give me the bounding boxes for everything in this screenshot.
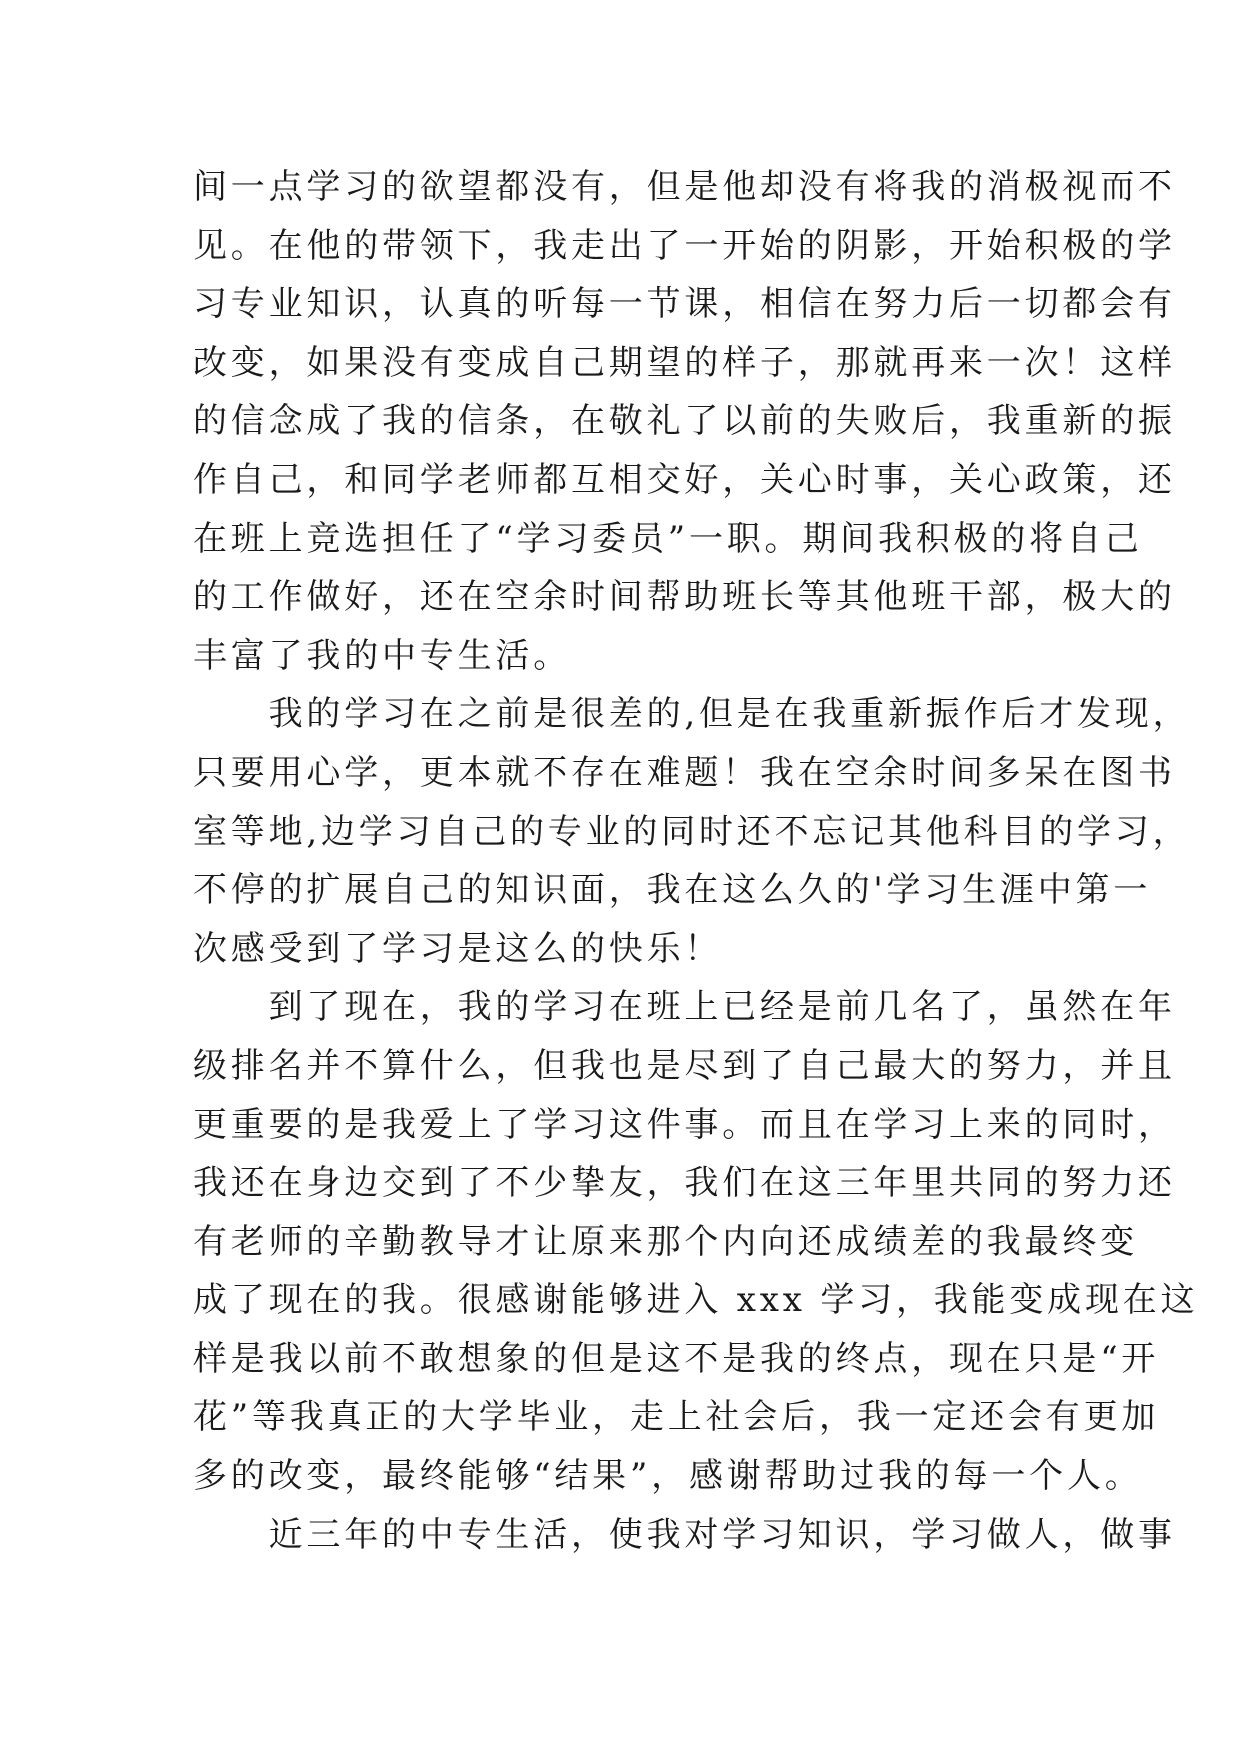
text-line: 更重要的是我爱上了学习这件事。而且在学习上来的同时， [193,1104,1176,1145]
text-line: 见。在他的带领下，我走出了一开始的阴影，开始积极的学 [193,225,1176,266]
text-line: 只要用心学，更本就不存在难题！我在空余时间多呆在图书 [193,752,1176,793]
body-text [193,158,1199,1564]
paragraph-start-line: 近三年的中专生活，使我对学习知识，学习做人，做事 [193,1514,1176,1555]
text-line: 室等地,边学习自己的专业的同时还不忘记其他科目的学习， [193,811,1191,852]
text-line: 样是我以前不敢想象的但是这不是我的终点，现在只是“开 [193,1338,1160,1379]
text-line: 成了现在的我。很感谢能够进入 xxx 学习，我能变成现在这 [193,1280,1199,1321]
text-line: 习专业知识，认真的听每一节课，相信在努力后一切都会有 [193,284,1176,325]
text-line: 间一点学习的欲望都没有，但是他却没有将我的消极视而不 [193,167,1176,207]
text-line: 在班上竞选担任了“学习委员”一职。期间我积极的将自己 [193,518,1143,559]
text-line: 我还在身边交到了不少挚友，我们在这三年里共同的努力还 [193,1163,1176,1204]
text-line: 改变，如果没有变成自己期望的样子，那就再来一次！这样 [193,342,1176,383]
text-line: 级排名并不算什么，但我也是尽到了自己最大的努力，并且 [193,1045,1176,1086]
paragraph-start-line: 到了现在，我的学习在班上已经是前几名了，虽然在年 [193,987,1176,1028]
text-line: 丰富了我的中专生活。 [193,635,571,676]
paragraph-start-line: 我的学习在之前是很差的,但是在我重新振作后才发现， [193,694,1191,735]
text-line: 有老师的辛勤教导才让原来那个内向还成绩差的我最终变 [193,1221,1138,1262]
text-line: 次感受到了学习是这么的快乐！ [193,928,723,969]
text-line: 花”等我真正的大学毕业，走上社会后，我一定还会有更加 [193,1397,1160,1438]
text-line: 作自己，和同学老师都互相交好，关心时事，关心政策，还 [193,459,1176,500]
text-line: 多的改变，最终能够“结果”，感谢帮助过我的每一个人。 [193,1456,1143,1497]
text-line: 的信念成了我的信条，在敬礼了以前的失败后，我重新的振 [193,401,1176,442]
text-line: 的工作做好，还在空余时间帮助班长等其他班干部，极大的 [193,577,1176,618]
text-line: 不停的扩展自己的知识面，我在这么久的'学习生涯中第一 [193,870,1152,911]
